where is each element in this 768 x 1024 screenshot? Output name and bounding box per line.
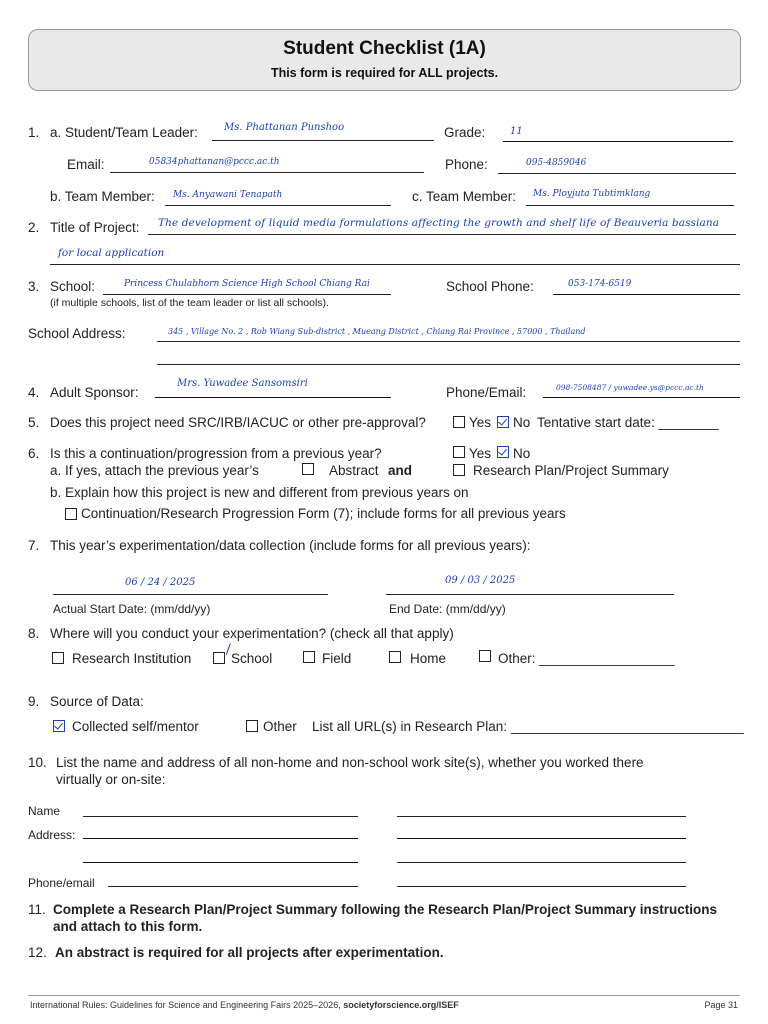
continuation-yes-checkbox[interactable] (453, 446, 465, 458)
grade-label: Grade: (444, 125, 486, 140)
school-address-label: School Address: (28, 326, 126, 341)
phone-value: 095-4859046 (526, 158, 587, 168)
item-8-number: 8. (28, 626, 40, 641)
school-checkmark-icon (220, 641, 231, 655)
project-title-line-2[interactable] (50, 264, 740, 265)
sponsor-contact-label: Phone/Email: (446, 385, 527, 400)
continuation-a-text: a. If yes, attach the previous year’s (50, 463, 259, 478)
worksite-phone-line-1[interactable] (108, 886, 358, 887)
and-label: and (388, 463, 413, 478)
other-source-label: Other (263, 719, 297, 734)
abstract-checkbox[interactable] (302, 463, 314, 475)
email-field-line[interactable] (110, 172, 424, 173)
school-phone-line[interactable] (553, 294, 740, 295)
item-3-number: 3. (28, 279, 40, 294)
worksite-address-line-2[interactable] (397, 838, 686, 839)
project-title-value-2: for local application (58, 247, 165, 259)
start-date-value: 06 / 24 / 2025 (125, 577, 196, 588)
item-4-number: 4. (28, 385, 40, 400)
form-header (28, 29, 741, 91)
item-11-number: 11. (28, 902, 46, 917)
preapproval-no-label: No (513, 415, 531, 430)
adult-sponsor-line[interactable] (155, 397, 391, 398)
item-12-number: 12. (28, 945, 47, 960)
end-date-label: End Date: (mm/dd/yy) (389, 602, 506, 616)
sponsor-contact-line[interactable] (543, 397, 740, 398)
item-6-number: 6. (28, 446, 40, 461)
email-label: Email: (67, 157, 105, 172)
continuation-form-checkbox[interactable] (65, 508, 77, 520)
footer-citation (30, 1000, 459, 1010)
continuation-no-checkbox[interactable] (497, 446, 509, 458)
data-source-label: Source of Data: (50, 694, 144, 709)
worksite-phone-label: Phone/email (28, 876, 95, 890)
team-member-c-label: c. Team Member: (412, 189, 517, 204)
worksite-text-1: List the name and address of all non-home and non-school work site(s), whether you worked there (56, 755, 644, 770)
home-label: Home (410, 651, 447, 666)
end-date-value: 09 / 03 / 2025 (445, 575, 516, 586)
start-date-line[interactable] (53, 594, 328, 595)
school-note: (if multiple schools, list of the team leader or list all schools). (50, 297, 329, 309)
item-5-number: 5. (28, 415, 40, 430)
worksite-name-label: Name (28, 804, 61, 818)
worksite-phone-line-2[interactable] (397, 886, 686, 887)
end-date-line[interactable] (386, 594, 674, 595)
abstract-requirement: An abstract is required for all projects after experimentation. (55, 945, 444, 960)
team-member-b-line[interactable] (165, 205, 391, 206)
start-date-label: Actual Start Date: (mm/dd/yy) (53, 602, 211, 616)
leader-field-line[interactable] (212, 140, 434, 141)
form-subtitle: This form is required for ALL projects. (270, 66, 499, 80)
research-plan-instruction-1: Complete a Research Plan/Project Summary following the Research Plan/Project Summary instructions (53, 902, 717, 917)
other-location-checkbox[interactable] (479, 650, 491, 662)
collected-self-label: Collected self/mentor (72, 719, 199, 734)
location-question: Where will you conduct your experimentation? (check all that apply) (50, 626, 454, 641)
worksite-text-2: virtually or on-site: (56, 772, 166, 787)
page-number: Page 31 (704, 1000, 738, 1010)
school-address-line-2[interactable] (157, 364, 740, 365)
grade-field-line[interactable] (503, 141, 733, 142)
adult-sponsor-label: Adult Sponsor: (50, 385, 139, 400)
team-member-b-value: Ms. Anyawani Tenapath (173, 190, 283, 200)
item-2-number: 2. (28, 220, 40, 235)
project-title-line-1[interactable] (148, 234, 736, 235)
research-plan-instruction-2: and attach to this form. (53, 919, 203, 934)
experimentation-question: This year’s experimentation/data collection (include forms for all previous years): (50, 538, 531, 553)
item-10-number: 10. (28, 755, 47, 770)
team-member-b-label: b. Team Member: (50, 189, 155, 204)
research-institution-checkbox[interactable] (52, 652, 64, 664)
team-member-c-value: Ms. Ployjuta Tubtimklang (533, 189, 651, 199)
item-1-number: 1. (28, 125, 40, 140)
item-9-number: 9. (28, 694, 40, 709)
other-location-label: Other: __________________ (498, 651, 675, 666)
school-phone-value: 053-174-6519 (568, 279, 632, 289)
email-value: 05834phattanan@pccc.ac.th (149, 157, 280, 167)
sponsor-contact-value: 098-7508487 / yuwadee.ys@pccc.ac.th (556, 383, 704, 392)
home-checkbox[interactable] (389, 651, 401, 663)
phone-field-line[interactable] (498, 173, 736, 174)
other-source-checkbox[interactable] (246, 720, 258, 732)
preapproval-yes-checkbox[interactable] (453, 416, 465, 428)
school-phone-label: School Phone: (446, 279, 534, 294)
research-institution-label: Research Institution (72, 651, 192, 666)
continuation-b-text: b. Explain how this project is new and different from previous years on (50, 485, 469, 500)
school-location-label: School (231, 651, 273, 666)
school-label: School: (50, 279, 96, 294)
adult-sponsor-value: Mrs. Yuwadee Sansomsiri (177, 378, 308, 389)
school-value: Princess Chulabhorn Science High School Chiang Rai (124, 279, 370, 289)
project-title-value-1: The development of liquid media formulations affecting the growth and shelf life of Beauveria bassiana (158, 217, 720, 229)
footer-divider (28, 995, 740, 996)
preapproval-question: Does this project need SRC/IRB/IACUC or other pre-approval? (50, 415, 426, 430)
form-title: Student Checklist (1A) (283, 38, 486, 59)
school-address-line-1[interactable] (157, 341, 740, 342)
preapproval-yes-label: Yes (469, 415, 492, 430)
leader-value: Ms. Phattanan Punshoo (224, 122, 345, 133)
worksite-address-line-3[interactable] (83, 862, 358, 863)
grade-value: 11 (510, 126, 523, 137)
footer-link[interactable]: societyforscience.org/ISEF (343, 1000, 459, 1010)
continuation-form-label: Continuation/Research Progression Form (7); include forms for all previous years (81, 506, 566, 521)
preapproval-no-checkbox[interactable] (497, 416, 509, 428)
continuation-yes-label: Yes (469, 446, 492, 461)
field-checkbox[interactable] (303, 651, 315, 663)
research-plan-checkbox[interactable] (453, 464, 465, 476)
continuation-no-label: No (513, 446, 531, 461)
phone-label: Phone: (445, 157, 488, 172)
footer-text: International Rules: Guidelines for Science and Engineering Fairs 2025–2026, (30, 1000, 344, 1010)
tentative-start-date: Tentative start date: ________ (537, 415, 719, 430)
continuation-question: Is this a continuation/progression from a previous year? (50, 446, 382, 461)
worksite-name-line-1[interactable] (83, 816, 358, 817)
url-instructions: List all URL(s) in Research Plan: _______________________________ (312, 719, 744, 734)
worksite-address-label: Address: (28, 828, 76, 842)
worksite-address-line-1[interactable] (83, 838, 358, 839)
abstract-label: Abstract (329, 463, 379, 478)
field-label: Field (322, 651, 352, 666)
worksite-address-line-4[interactable] (397, 862, 686, 863)
leader-label: a. Student/Team Leader: (50, 125, 198, 140)
project-title-label: Title of Project: (50, 220, 140, 235)
item-7-number: 7. (28, 538, 40, 553)
worksite-name-line-2[interactable] (397, 816, 686, 817)
research-plan-label: Research Plan/Project Summary (473, 463, 669, 478)
team-member-c-line[interactable] (526, 205, 734, 206)
school-field-line[interactable] (103, 294, 391, 295)
collected-self-checkbox[interactable] (53, 720, 65, 732)
school-address-value: 345 , Village No. 2 , Rob Wiang Sub-district , Mueang District , Chiang Rai Province , 57000 , Thailand (168, 327, 586, 336)
